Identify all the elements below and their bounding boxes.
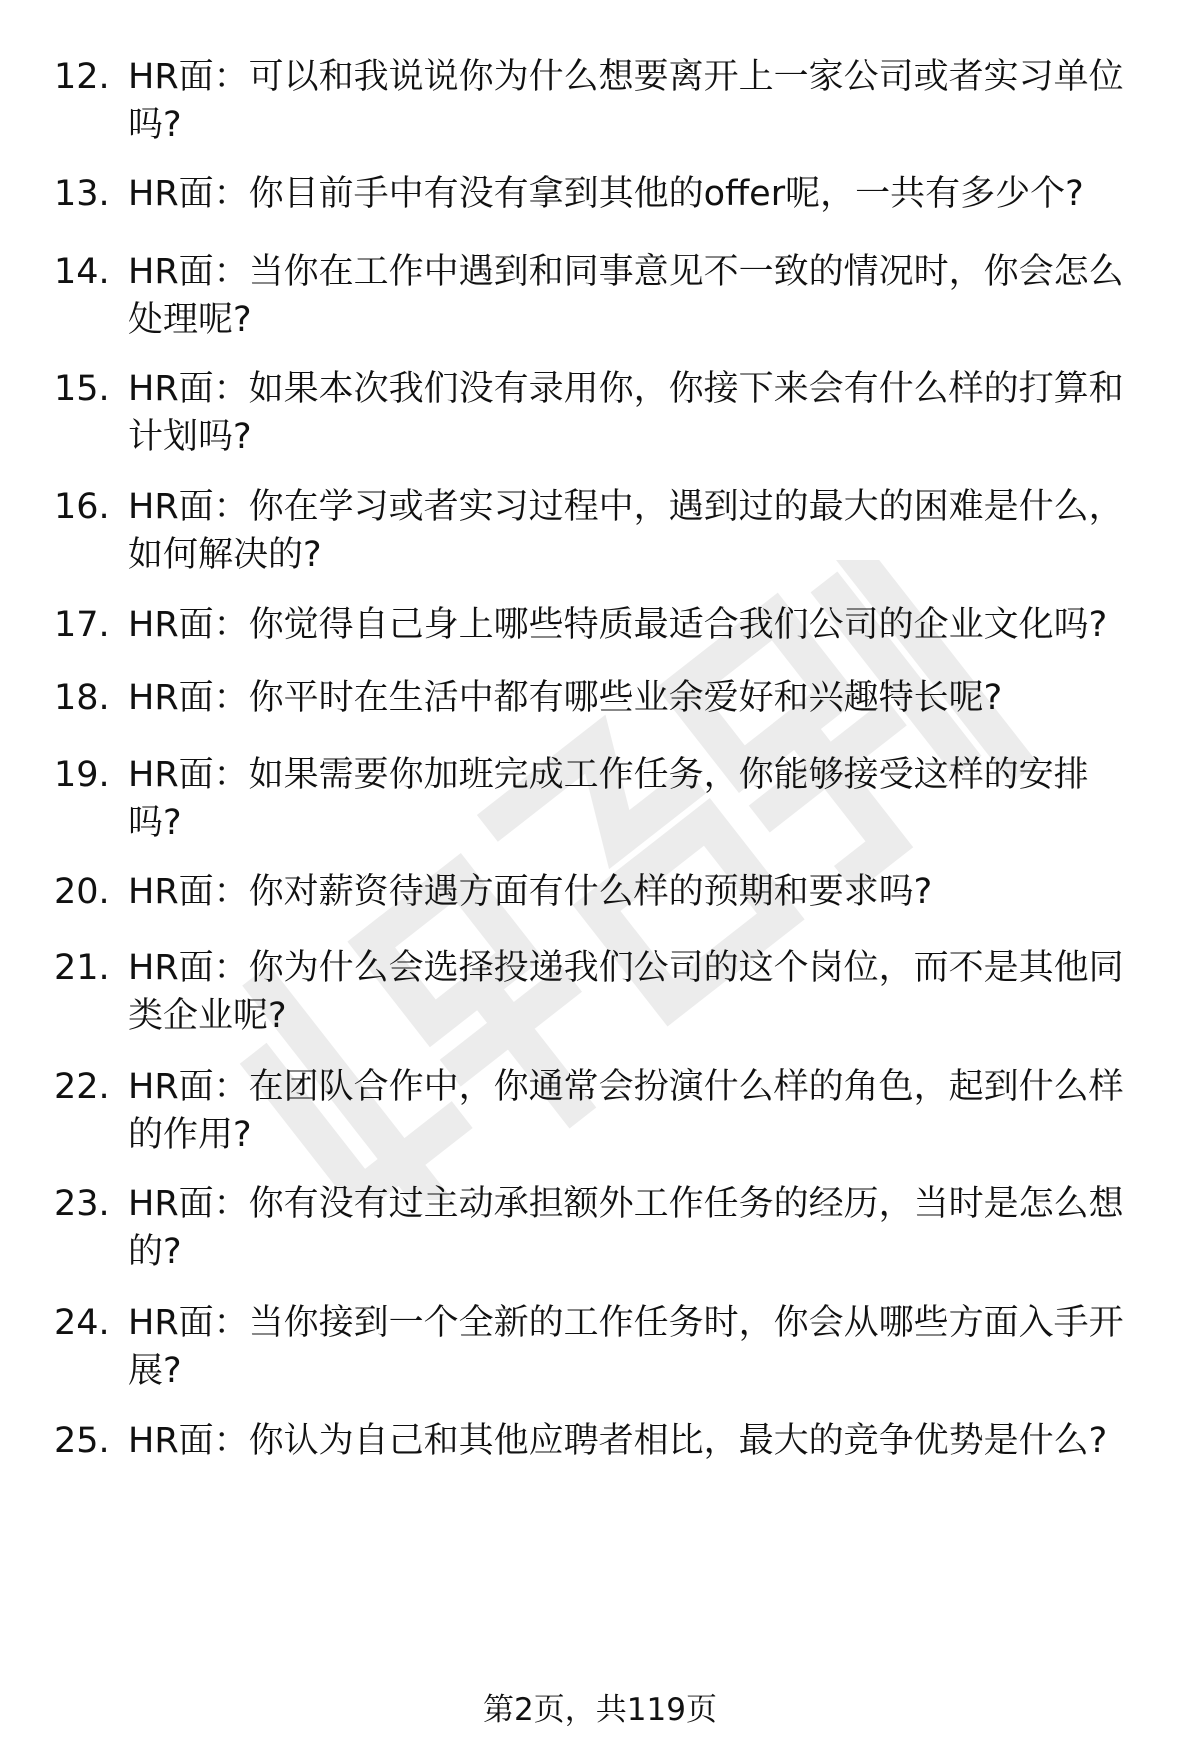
- question-text: HR面：当你接到一个全新的工作任务时，你会从哪些方面入手开: [128, 1303, 1124, 1343]
- question-number: 14.: [54, 252, 110, 292]
- question-text: HR面：你认为自己和其他应聘者相比，最大的竞争优势是什么?: [128, 1421, 1108, 1461]
- question-text: HR面：你为什么会选择投递我们公司的这个岗位，而不是其他同: [128, 948, 1124, 988]
- question-number: 19.: [54, 755, 110, 795]
- question-text-continued: 吗?: [128, 105, 182, 145]
- question-number: 21.: [54, 948, 110, 988]
- question-text-continued: 的作用?: [128, 1115, 252, 1155]
- question-number: 16.: [54, 487, 110, 527]
- question-text: HR面：当你在工作中遇到和同事意见不一致的情况时，你会怎么: [128, 252, 1124, 292]
- question-text: HR面：你有没有过主动承担额外工作任务的经历，当时是怎么想: [128, 1184, 1124, 1224]
- question-number: 18.: [54, 678, 110, 718]
- question-text: HR面：你觉得自己身上哪些特质最适合我们公司的企业文化吗?: [128, 605, 1108, 645]
- question-text: HR面：你在学习或者实习过程中，遇到过的最大的困难是什么，: [128, 487, 1124, 527]
- question-text: HR面：你平时在生活中都有哪些业余爱好和兴趣特长呢?: [128, 678, 1003, 718]
- question-text-continued: 展?: [128, 1351, 182, 1391]
- question-number: 25.: [54, 1421, 110, 1461]
- question-number: 23.: [54, 1184, 110, 1224]
- question-text-continued: 计划吗?: [128, 417, 252, 457]
- page-number-footer: 第2页，共119页: [483, 1692, 717, 1728]
- question-text: HR面：可以和我说说你为什么想要离开上一家公司或者实习单位: [128, 57, 1124, 97]
- question-text-continued: 处理呢?: [128, 300, 252, 340]
- question-number: 13.: [54, 174, 110, 214]
- question-text: HR面：如果本次我们没有录用你，你接下来会有什么样的打算和: [128, 369, 1124, 409]
- question-text-continued: 吗?: [128, 803, 182, 843]
- question-text-continued: 的?: [128, 1232, 182, 1272]
- question-number: 24.: [54, 1303, 110, 1343]
- question-number: 20.: [54, 872, 110, 912]
- question-number: 22.: [54, 1067, 110, 1107]
- question-text: HR面：你目前手中有没有拿到其他的offer呢，一共有多少个?: [128, 174, 1084, 214]
- question-text-continued: 类企业呢?: [128, 996, 287, 1036]
- question-text-continued: 如何解决的?: [128, 535, 322, 575]
- question-text: HR面：你对薪资待遇方面有什么样的预期和要求吗?: [128, 872, 933, 912]
- question-number: 17.: [54, 605, 110, 645]
- question-text: HR面：如果需要你加班完成工作任务，你能够接受这样的安排: [128, 755, 1089, 795]
- question-number: 12.: [54, 57, 110, 97]
- question-text: HR面：在团队合作中，你通常会扮演什么样的角色，起到什么样: [128, 1067, 1124, 1107]
- question-number: 15.: [54, 369, 110, 409]
